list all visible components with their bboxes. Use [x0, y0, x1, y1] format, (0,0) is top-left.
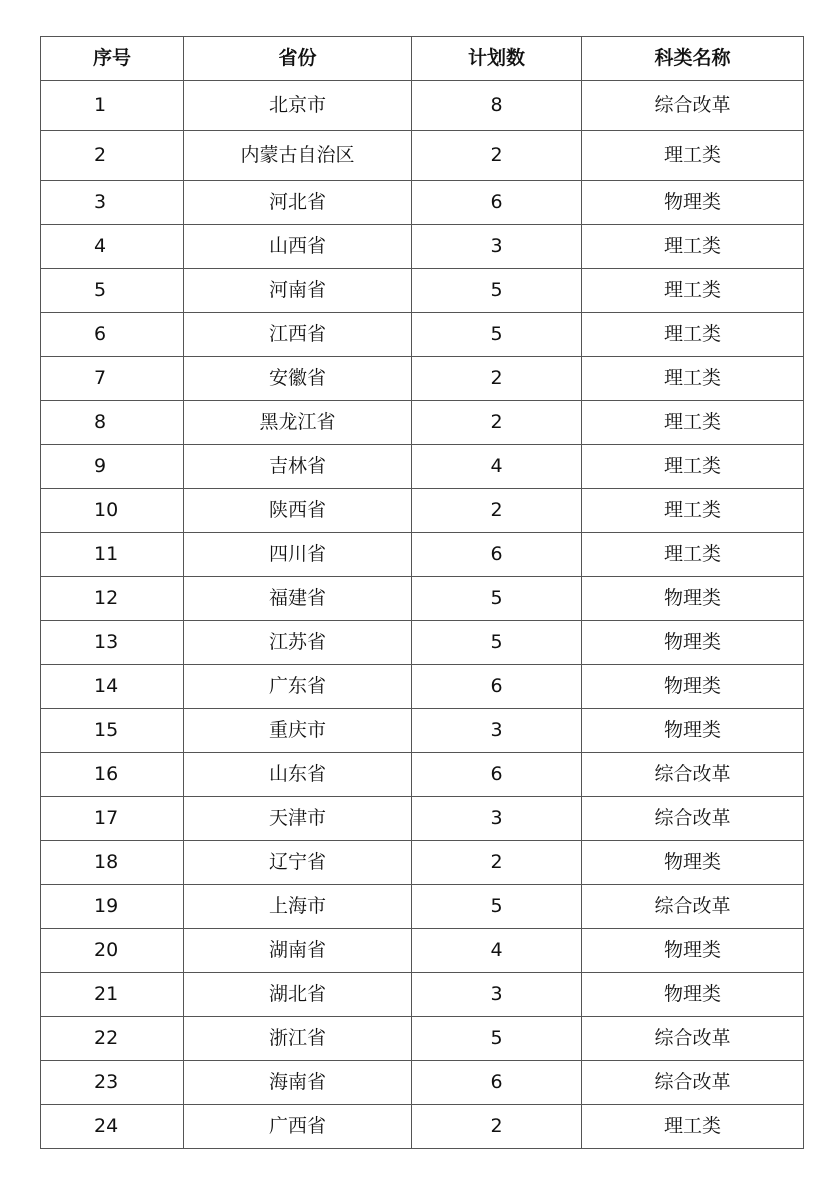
enrollment-plan-table [40, 36, 804, 1149]
table-row [41, 225, 804, 269]
cell-category-name: 综合改革 [582, 81, 804, 131]
table-body [41, 81, 804, 1149]
cell-category-name: 理工类 [582, 225, 804, 269]
cell-serial-number: 1 [41, 81, 184, 131]
cell-province: 江西省 [184, 313, 412, 357]
cell-province: 安徽省 [184, 357, 412, 401]
table-row [41, 357, 804, 401]
cell-province: 吉林省 [184, 445, 412, 489]
cell-province: 黑龙江省 [184, 401, 412, 445]
cell-serial-number: 19 [41, 885, 184, 929]
cell-plan-count: 6 [412, 1061, 582, 1105]
cell-category-name: 理工类 [582, 357, 804, 401]
cell-serial-number: 9 [41, 445, 184, 489]
cell-plan-count: 5 [412, 313, 582, 357]
cell-province: 山东省 [184, 753, 412, 797]
cell-province: 湖南省 [184, 929, 412, 973]
table-row [41, 313, 804, 357]
cell-category-name: 理工类 [582, 401, 804, 445]
cell-province: 内蒙古自治区 [184, 131, 412, 181]
table-row [41, 1061, 804, 1105]
cell-plan-count: 3 [412, 797, 582, 841]
cell-plan-count: 2 [412, 131, 582, 181]
cell-category-name: 理工类 [582, 1105, 804, 1149]
cell-province: 山西省 [184, 225, 412, 269]
table-row [41, 533, 804, 577]
cell-serial-number: 10 [41, 489, 184, 533]
table-row [41, 81, 804, 131]
cell-province: 天津市 [184, 797, 412, 841]
cell-plan-count: 5 [412, 1017, 582, 1061]
cell-category-name: 物理类 [582, 841, 804, 885]
cell-category-name: 理工类 [582, 533, 804, 577]
cell-province: 辽宁省 [184, 841, 412, 885]
table-row [41, 489, 804, 533]
table-header [41, 37, 804, 81]
table-row [41, 665, 804, 709]
cell-category-name: 理工类 [582, 489, 804, 533]
cell-serial-number: 4 [41, 225, 184, 269]
cell-plan-count: 2 [412, 357, 582, 401]
cell-category-name: 综合改革 [582, 797, 804, 841]
cell-serial-number: 11 [41, 533, 184, 577]
cell-serial-number: 8 [41, 401, 184, 445]
table-row [41, 269, 804, 313]
cell-plan-count: 2 [412, 489, 582, 533]
cell-serial-number: 23 [41, 1061, 184, 1105]
cell-plan-count: 3 [412, 973, 582, 1017]
cell-plan-count: 5 [412, 621, 582, 665]
header-plan-count: 计划数 [412, 37, 582, 81]
table-row [41, 577, 804, 621]
cell-province: 广东省 [184, 665, 412, 709]
cell-category-name: 综合改革 [582, 753, 804, 797]
header-row [41, 37, 804, 81]
cell-province: 江苏省 [184, 621, 412, 665]
table-row [41, 621, 804, 665]
table-row [41, 929, 804, 973]
header-category-name: 科类名称 [582, 37, 804, 81]
cell-serial-number: 2 [41, 131, 184, 181]
table-row [41, 131, 804, 181]
cell-plan-count: 6 [412, 533, 582, 577]
cell-category-name: 物理类 [582, 577, 804, 621]
cell-plan-count: 6 [412, 753, 582, 797]
cell-serial-number: 13 [41, 621, 184, 665]
cell-serial-number: 24 [41, 1105, 184, 1149]
cell-plan-count: 2 [412, 841, 582, 885]
table-row [41, 445, 804, 489]
cell-province: 陕西省 [184, 489, 412, 533]
table-row [41, 1017, 804, 1061]
cell-plan-count: 2 [412, 401, 582, 445]
cell-province: 河北省 [184, 181, 412, 225]
cell-serial-number: 17 [41, 797, 184, 841]
cell-serial-number: 16 [41, 753, 184, 797]
cell-plan-count: 8 [412, 81, 582, 131]
table-row [41, 973, 804, 1017]
header-province: 省份 [184, 37, 412, 81]
table-row [41, 401, 804, 445]
cell-category-name: 综合改革 [582, 1017, 804, 1061]
cell-plan-count: 4 [412, 929, 582, 973]
enrollment-plan-sheet [40, 36, 803, 1149]
cell-serial-number: 21 [41, 973, 184, 1017]
cell-serial-number: 20 [41, 929, 184, 973]
cell-province: 北京市 [184, 81, 412, 131]
cell-province: 四川省 [184, 533, 412, 577]
cell-category-name: 物理类 [582, 973, 804, 1017]
cell-plan-count: 6 [412, 181, 582, 225]
cell-province: 海南省 [184, 1061, 412, 1105]
cell-serial-number: 3 [41, 181, 184, 225]
table-row [41, 885, 804, 929]
cell-plan-count: 2 [412, 1105, 582, 1149]
cell-plan-count: 6 [412, 665, 582, 709]
cell-category-name: 综合改革 [582, 885, 804, 929]
cell-category-name: 物理类 [582, 621, 804, 665]
cell-province: 湖北省 [184, 973, 412, 1017]
cell-category-name: 综合改革 [582, 1061, 804, 1105]
cell-serial-number: 15 [41, 709, 184, 753]
cell-plan-count: 5 [412, 885, 582, 929]
cell-plan-count: 5 [412, 577, 582, 621]
cell-category-name: 理工类 [582, 313, 804, 357]
cell-serial-number: 6 [41, 313, 184, 357]
cell-plan-count: 5 [412, 269, 582, 313]
cell-province: 河南省 [184, 269, 412, 313]
cell-serial-number: 5 [41, 269, 184, 313]
cell-category-name: 物理类 [582, 929, 804, 973]
cell-plan-count: 3 [412, 709, 582, 753]
cell-category-name: 理工类 [582, 131, 804, 181]
cell-serial-number: 22 [41, 1017, 184, 1061]
cell-serial-number: 7 [41, 357, 184, 401]
cell-category-name: 物理类 [582, 709, 804, 753]
cell-province: 浙江省 [184, 1017, 412, 1061]
cell-province: 福建省 [184, 577, 412, 621]
table-row [41, 753, 804, 797]
cell-serial-number: 14 [41, 665, 184, 709]
table-row [41, 841, 804, 885]
header-serial-number: 序号 [41, 37, 184, 81]
table-row [41, 181, 804, 225]
table-row [41, 709, 804, 753]
cell-serial-number: 12 [41, 577, 184, 621]
cell-category-name: 理工类 [582, 269, 804, 313]
cell-plan-count: 3 [412, 225, 582, 269]
cell-province: 重庆市 [184, 709, 412, 753]
cell-plan-count: 4 [412, 445, 582, 489]
cell-category-name: 物理类 [582, 181, 804, 225]
table-row [41, 1105, 804, 1149]
cell-serial-number: 18 [41, 841, 184, 885]
cell-category-name: 物理类 [582, 665, 804, 709]
table-row [41, 797, 804, 841]
cell-category-name: 理工类 [582, 445, 804, 489]
cell-province: 上海市 [184, 885, 412, 929]
cell-province: 广西省 [184, 1105, 412, 1149]
